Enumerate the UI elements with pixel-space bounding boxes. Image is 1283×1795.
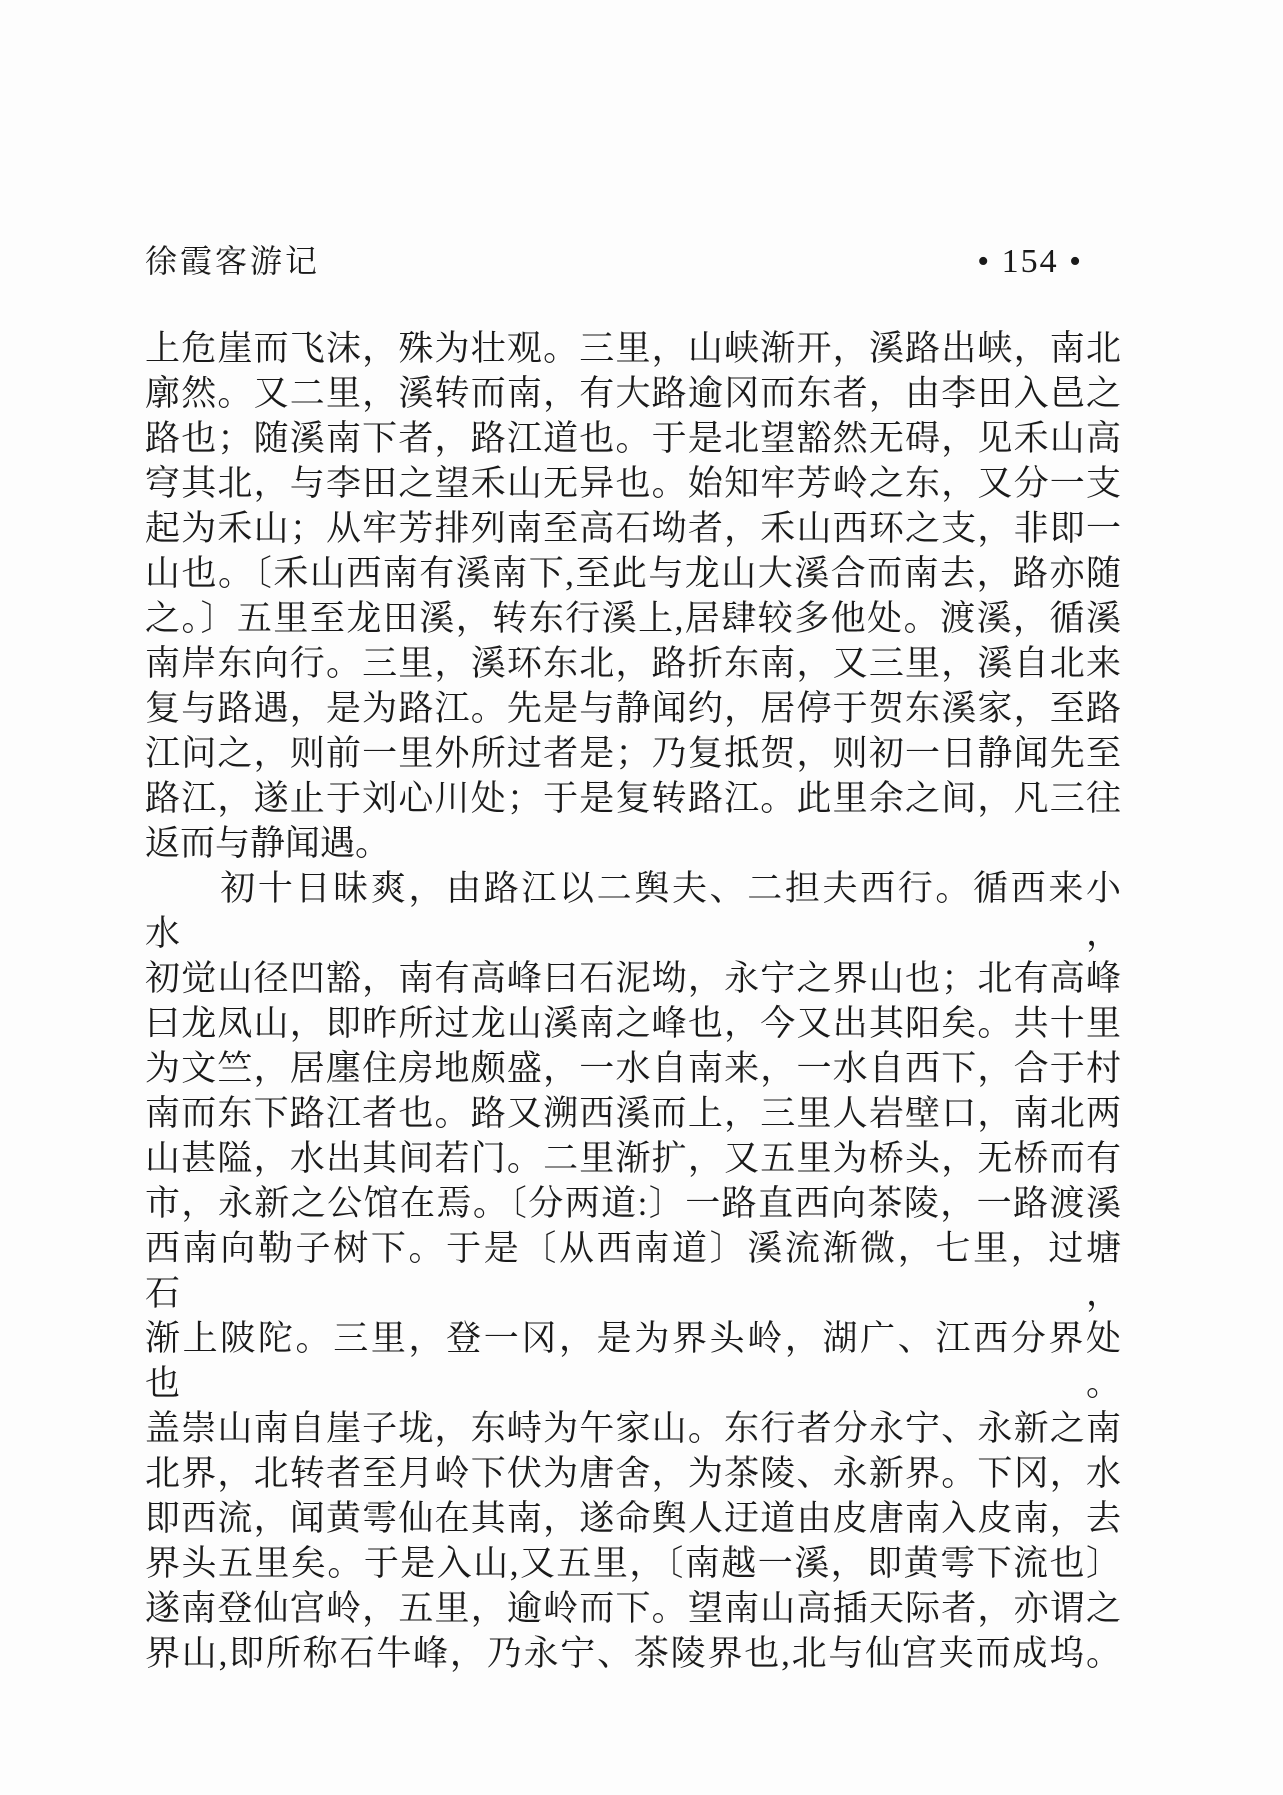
text-line: 之。〕五里至龙田溪，转东行溪上,居肆较多他处。渡溪，循溪 bbox=[145, 599, 1121, 638]
running-header bbox=[145, 236, 1083, 282]
text-line: 渐上陂陀。三里，登一冈，是为界头岭，湖广、江西分界处也。 bbox=[145, 1319, 1121, 1403]
text-body bbox=[145, 326, 1121, 1676]
text-line: 路江，遂止于刘心川处；于是复转路江。此里余之间，凡三往 bbox=[145, 779, 1121, 818]
text-line: 北界，北转者至月岭下伏为唐舍，为茶陵、永新界。下冈，水 bbox=[145, 1454, 1121, 1493]
text-line: 曰龙凤山，即昨所过龙山溪南之峰也，今又出其阳矣。共十里 bbox=[145, 1004, 1121, 1043]
text-line: 路也；随溪南下者，路江道也。于是北望豁然无碍，见禾山高 bbox=[145, 419, 1121, 458]
text-line: 初觉山径凹豁，南有高峰曰石泥坳，永宁之界山也；北有高峰 bbox=[145, 959, 1121, 998]
text-line: 遂南登仙宫岭，五里，逾岭而下。望南山高插天际者，亦谓之 bbox=[145, 1589, 1121, 1628]
text-line: 为文竺，居廛住房地颇盛，一水自南来，一水自西下，合于村 bbox=[145, 1049, 1121, 1088]
text-line: 盖崇山南自崖子垅，东峙为午家山。东行者分永宁、永新之南 bbox=[145, 1409, 1121, 1448]
text-line: 初十日昧爽，由路江以二舆夫、二担夫西行。循西来小水， bbox=[145, 869, 1121, 953]
paragraph bbox=[145, 866, 1121, 1676]
text-line: 上危崖而飞沫，殊为壮观。三里，山峡渐开，溪路出峡，南北 bbox=[145, 329, 1121, 368]
page-number: • 154 • bbox=[977, 243, 1083, 280]
text-line: 界头五里矣。于是入山,又五里，〔南越一溪，即黄雩下流也〕 bbox=[145, 1544, 1121, 1583]
text-line: 复与路遇，是为路江。先是与静闻约，居停于贺东溪家，至路 bbox=[145, 689, 1121, 728]
text-line: 界山,即所称石牛峰，乃永宁、茶陵界也,北与仙宫夹而成坞。 bbox=[145, 1634, 1121, 1673]
book-title: 徐霞客游记 bbox=[145, 243, 321, 279]
text-line: 江问之，则前一里外所过者是；乃复抵贺，则初一日静闻先至 bbox=[145, 734, 1121, 773]
text-line: 廓然。又二里，溪转而南，有大路逾冈而东者，由李田入邑之 bbox=[145, 374, 1121, 413]
text-line: 穹其北，与李田之望禾山无异也。始知牢芳岭之东，又分一支 bbox=[145, 464, 1121, 503]
text-line: 山甚隘，水出其间若门。二里渐扩，又五里为桥头，无桥而有 bbox=[145, 1139, 1121, 1178]
paragraph bbox=[145, 326, 1121, 866]
text-line: 市，永新之公馆在焉。〔分两道:〕一路直西向茶陵，一路渡溪 bbox=[145, 1184, 1121, 1223]
text-line: 南而东下路江者也。路又溯西溪而上，三里人岩壁口，南北两 bbox=[145, 1094, 1121, 1133]
text-line: 山也。〔禾山西南有溪南下,至此与龙山大溪合而南去，路亦随 bbox=[145, 554, 1121, 593]
text-line: 即西流，闻黄雩仙在其南，遂命舆人迂道由皮唐南入皮南，去 bbox=[145, 1499, 1121, 1538]
text-line: 起为禾山；从牢芳排列南至高石坳者，禾山西环之支，非即一 bbox=[145, 509, 1121, 548]
text-line: 南岸东向行。三里，溪环东北，路折东南，又三里，溪自北来 bbox=[145, 644, 1121, 683]
text-line: 西南向勒子树下。于是〔从西南道〕溪流渐微，七里，过塘石， bbox=[145, 1229, 1121, 1313]
text-line: 返而与静闻遇。 bbox=[145, 824, 391, 863]
